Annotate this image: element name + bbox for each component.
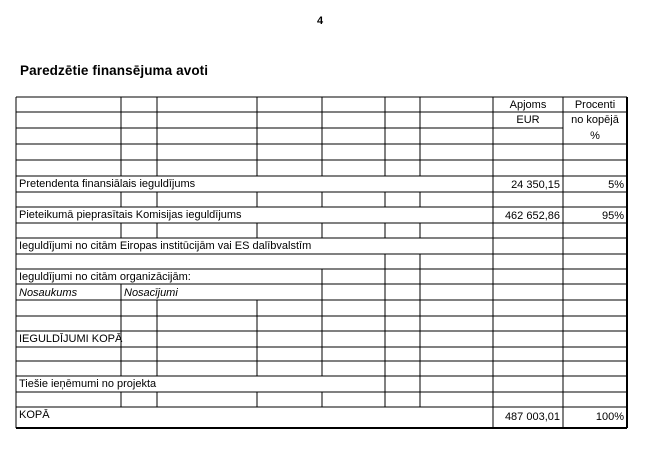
percent-col-unit: % bbox=[590, 130, 600, 142]
section-title: Paredzētie finansējuma avoti bbox=[20, 63, 209, 78]
grand-total-amount: 487 003,01 bbox=[504, 411, 560, 423]
org-conditions-label: Nosacījumi bbox=[124, 287, 178, 299]
percent-col-subheader: no kopējā bbox=[571, 114, 619, 126]
applicant-contribution-amount: 24 350,15 bbox=[511, 179, 560, 191]
commission-contribution-percent: 95% bbox=[601, 210, 624, 222]
org-name-label: Nosaukums bbox=[19, 287, 78, 299]
page-number: 4 bbox=[317, 15, 324, 27]
other-orgs-label: Ieguldījumi no citām organizācijām: bbox=[19, 271, 191, 283]
commission-contribution-label: Pieteikumā pieprasītais Komisijas ieguldījums bbox=[19, 209, 242, 221]
grand-total-percent: 100% bbox=[595, 411, 624, 423]
amount-col-unit: EUR bbox=[516, 114, 540, 126]
eu-institutions-label: Ieguldījumi no citām Eiropas institūcijām vai ES dalībvalstīm bbox=[19, 240, 312, 252]
amount-col-header: Apjoms bbox=[509, 99, 547, 111]
direct-income-label: Tiešie ieņēmumi no projekta bbox=[19, 378, 157, 390]
applicant-contribution-label: Pretendenta finansiālais ieguldījums bbox=[19, 178, 196, 190]
investments-total-label: IEGULDĪJUMI KOPĀ bbox=[19, 333, 123, 345]
grand-total-label: KOPĀ bbox=[19, 409, 50, 421]
percent-col-header: Procenti bbox=[574, 99, 616, 111]
commission-contribution-amount: 462 652,86 bbox=[504, 210, 560, 222]
applicant-contribution-percent: 5% bbox=[608, 179, 624, 191]
